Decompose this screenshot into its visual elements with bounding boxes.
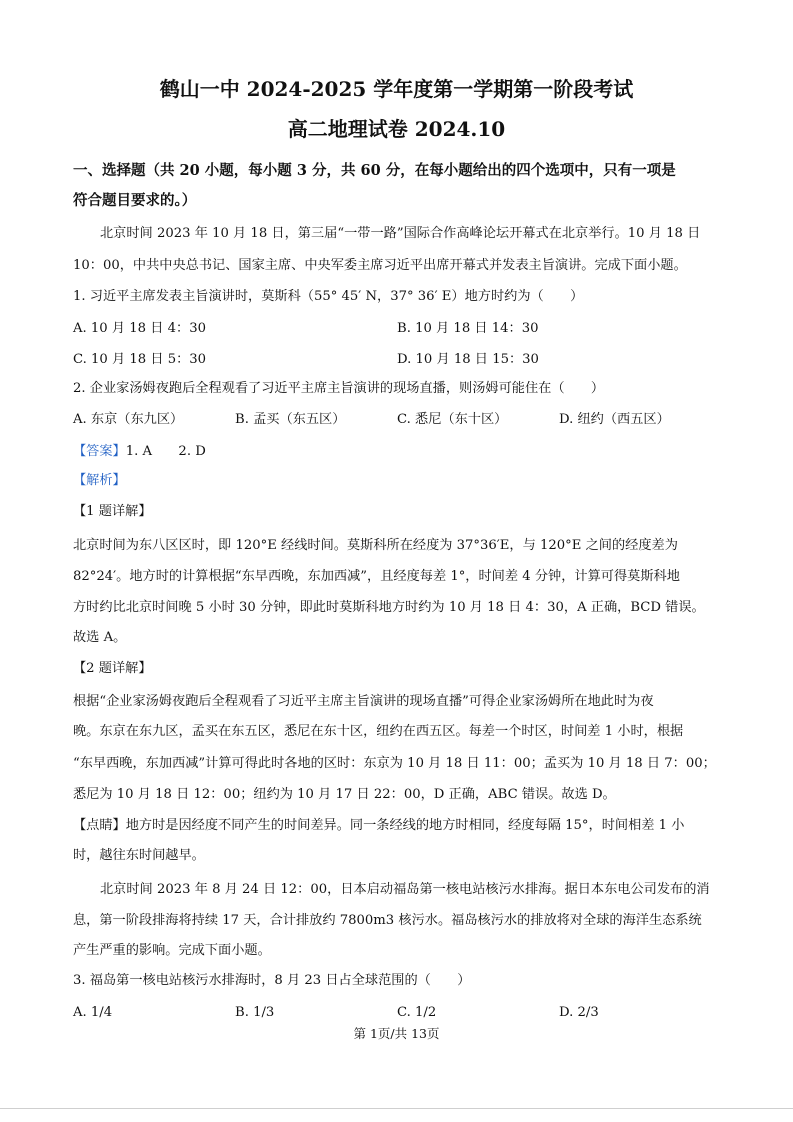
question1-option-b: B. 10 月 18 日 14：30 xyxy=(397,321,539,336)
question3-option-d: D. 2/3 xyxy=(559,1005,599,1020)
question1-option-c: C. 10 月 18 日 5：30 xyxy=(73,352,207,367)
passage1-line2: 10：00，中共中央总书记、国家主席、中央军委主席习近平出席开幕式并发表主旨演讲。完成下面小题。 xyxy=(73,258,687,273)
question3-option-a: A. 1/4 xyxy=(73,1005,113,1020)
answer-line xyxy=(73,443,206,461)
passage1-line1: 北京时间 2023 年 10 月 18 日，第三届“一带一路”国际合作高峰论坛开幕式在北京举行。10 月 18 日 xyxy=(100,226,701,241)
detail2-label: 【2 题详解】 xyxy=(73,661,152,676)
tip-label: 【点睛】 xyxy=(73,818,126,833)
question3-option-c: C. 1/2 xyxy=(397,1005,437,1020)
detail1-line: 方时约比北京时间晚 5 小时 30 分钟，即此时莫斯科地方时约为 10 月 18 日 4：30，A 正确，BCD 错误。 xyxy=(73,600,705,615)
answer-text: 1. A 2. D xyxy=(125,444,206,459)
page-number: 第 1页/共 13页 xyxy=(353,1026,440,1041)
answer-label: 【答案】 xyxy=(73,444,126,459)
question3-stem: 3. 福岛第一核电站核污水排海时，8 月 23 日占全球范围的（ ） xyxy=(73,973,471,988)
question2-stem: 2. 企业家汤姆夜跑后全程观看了习近平主席主旨演讲的现场直播，则汤姆可能住在（ ） xyxy=(73,381,605,396)
question1-option-d: D. 10 月 18 日 15：30 xyxy=(397,352,539,367)
question3-option-b: B. 1/3 xyxy=(235,1005,275,1020)
section-heading-line2: 符合题目要求的。） xyxy=(73,192,197,209)
passage2-line1: 北京时间 2023 年 8 月 24 日 12：00，日本启动福岛第一核电站核污水排海。据日本东电公司发布的消 xyxy=(100,882,710,897)
tip-text: 地方时是因经度不同产生的时间差异。同一条经线的地方时相同，经度每隔 15°，时间相差 1 小 xyxy=(125,818,685,833)
question2-option-a: A. 东京（东九区） xyxy=(73,412,184,427)
detail1-line: 北京时间为东八区区时，即 120°E 经线时间。莫斯科所在经度为 37°36′E，与 120°E 之间的经度差为 xyxy=(73,538,678,553)
question2-option-c: C. 悉尼（东十区） xyxy=(397,412,508,427)
exam-title: 鹤山一中 2024-2025 学年度第一学期第一阶段考试 xyxy=(159,77,634,101)
detail2-line: 悉尼为 10 月 18 日 12：00；纽约为 10 月 17 日 22：00，D 正确，ABC 错误。故选 D。 xyxy=(73,787,616,802)
question1-stem: 1. 习近平主席发表主旨演讲时，莫斯科（55° 45′ N，37° 36′ E）地方时约为（ ） xyxy=(73,289,584,304)
detail1-line: 82°24′。地方时的计算根据“东早西晚，东加西减”，且经度每差 1°，时间差 4 分钟，计算可得莫斯科地 xyxy=(73,569,680,584)
detail2-line: 根据“企业家汤姆夜跑后全程观看了习近平主席主旨演讲的现场直播”可得企业家汤姆所在地此时为夜 xyxy=(73,694,654,709)
detail1-line: 故选 A。 xyxy=(73,630,127,645)
detail2-line: 晚。东京在东九区，孟买在东五区，悉尼在东十区，纽约在西五区。每差一个时区，时间差 1 小时，根据 xyxy=(73,724,684,739)
question1-option-a: A. 10 月 18 日 4：30 xyxy=(73,321,206,336)
passage2-line3: 产生严重的影响。完成下面小题。 xyxy=(73,943,271,958)
analysis-label: 【解析】 xyxy=(73,473,126,488)
section-heading-line1: 一、选择题（共 20 小题，每小题 3 分，共 60 分，在每小题给出的四个选项中，只有一项是 xyxy=(73,162,676,179)
exam-subtitle: 高二地理试卷 2024.10 xyxy=(287,117,506,141)
tip-line1 xyxy=(73,817,684,835)
detail2-line: “东早西晚，东加西减”计算可得此时各地的区时：东京为 10 月 18 日 11：00；孟买为 10 月 18 日 7：00； xyxy=(73,756,716,771)
page-bottom-divider xyxy=(0,1108,793,1109)
question2-option-b: B. 孟买（东五区） xyxy=(235,412,346,427)
detail1-label: 【1 题详解】 xyxy=(73,504,152,519)
tip-line2: 时，越往东时间越早。 xyxy=(73,848,205,863)
question2-option-d: D. 纽约（西五区） xyxy=(559,412,670,427)
passage2-line2: 息，第一阶段排海将持续 17 天，合计排放约 7800m3 核污水。福岛核污水的排放将对全球的海洋生态系统 xyxy=(73,913,702,928)
